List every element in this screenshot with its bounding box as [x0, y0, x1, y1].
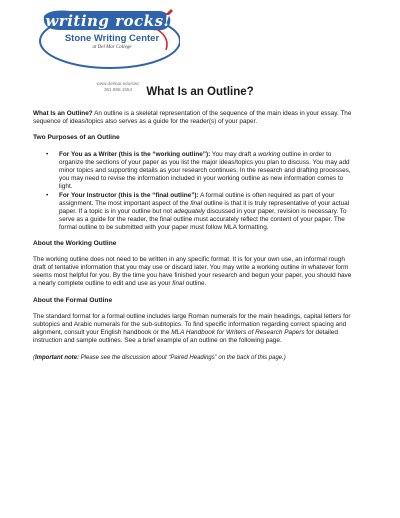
- purpose-emphasis: adequately: [173, 208, 206, 216]
- formal-outline-heading: About the Formal Outline: [33, 296, 113, 304]
- working-emphasis: final: [172, 280, 184, 288]
- logo-url[interactable]: www.delmar.edu/swc: [96, 81, 140, 86]
- list-item: [46, 150, 355, 192]
- note-paren: (: [33, 354, 35, 361]
- purpose-lead: For You as a Writer (this is the “working outline”):: [59, 150, 211, 158]
- purpose-text: outline in order to organize the sections of your paper as you list the major ideas/topics you plan to discuss. You may add minor topics and supporting details as your research continues. In the research and drafting processes, you may need to revise the information included in your working outline as new information comes to light.: [59, 150, 351, 191]
- intro-text: An outline is a skeletal representation of the sequence of the main ideas in your essay. The sequence of ideas/topics also serves as a guide for the reader(s) of your paper.: [33, 110, 352, 126]
- note-text: Please see the discussion about “Paired Headings” on the back of this page.): [79, 354, 286, 361]
- purposes-heading: Two Purposes of an Outline: [33, 134, 120, 142]
- working-text: outline.: [184, 280, 207, 288]
- purpose-text: outline is that it is truly representative of your actual paper. If a topic is in your outline but not: [59, 199, 350, 216]
- purpose-text: You may draft a: [210, 150, 259, 158]
- purpose-lead: For Your Instructor (this is the “final outline”):: [59, 191, 199, 199]
- mla-handbook-title: MLA Handbook for Writers of Research Papers: [171, 329, 305, 337]
- bullet-icon: •: [46, 150, 49, 158]
- working-text: The working outline does not need to be written in any specific format. It is for your own use, an informal rough draft of tentative information that you may use or discard later. You may write a working outline in whatever form seems most helpful for you. By the time you have finished your research and begun your paper, you should have a nearly complete outline to edit and use as your: [33, 255, 352, 288]
- intro-lead: What Is an Outline?: [33, 110, 93, 117]
- bullet-icon: •: [46, 191, 49, 199]
- important-note: [33, 354, 355, 362]
- formal-outline-paragraph: [33, 313, 355, 346]
- logo-college: at Del Mar College: [92, 45, 132, 50]
- working-outline-heading: About the Working Outline: [33, 239, 117, 247]
- purpose-text: discussed in your paper, revision is necessary. To serve as a guide for the reader, the final outline must accurately reflect the content of your paper. The formal outline to be submitted with your paper must follow MLA formatting.: [59, 208, 347, 232]
- list-item: [46, 191, 355, 233]
- document-body: [33, 110, 355, 370]
- working-outline-paragraph: [33, 256, 355, 289]
- note-lead: Important note:: [35, 354, 79, 361]
- purposes-list: [33, 151, 355, 233]
- purpose-emphasis: final: [190, 199, 203, 207]
- intro-paragraph: [33, 110, 355, 126]
- stone-writing-center-logo: [30, 8, 180, 92]
- page-title: What Is an Outline?: [146, 86, 254, 98]
- formal-text: The standard format for a formal outline includes large Roman numerals for the main headings, capital letters for subtopics and Arabic numerals for the sub-subtopics. To find specific information regarding correct spacing and alignment, consult your English handbook or the: [33, 312, 351, 337]
- purpose-emphasis: working: [258, 150, 281, 158]
- formal-text: for detailed instruction and sample outlines. See a brief example of an outline on the following page.: [33, 329, 338, 345]
- logo-script-text: writing rocks!: [45, 12, 171, 30]
- purpose-text: A formal outline is often required as part of your assignment. The most important aspect of the: [59, 191, 335, 207]
- logo-phone: 361.698.1554: [103, 87, 133, 92]
- logo-center-name: Stone Writing Center: [64, 33, 160, 44]
